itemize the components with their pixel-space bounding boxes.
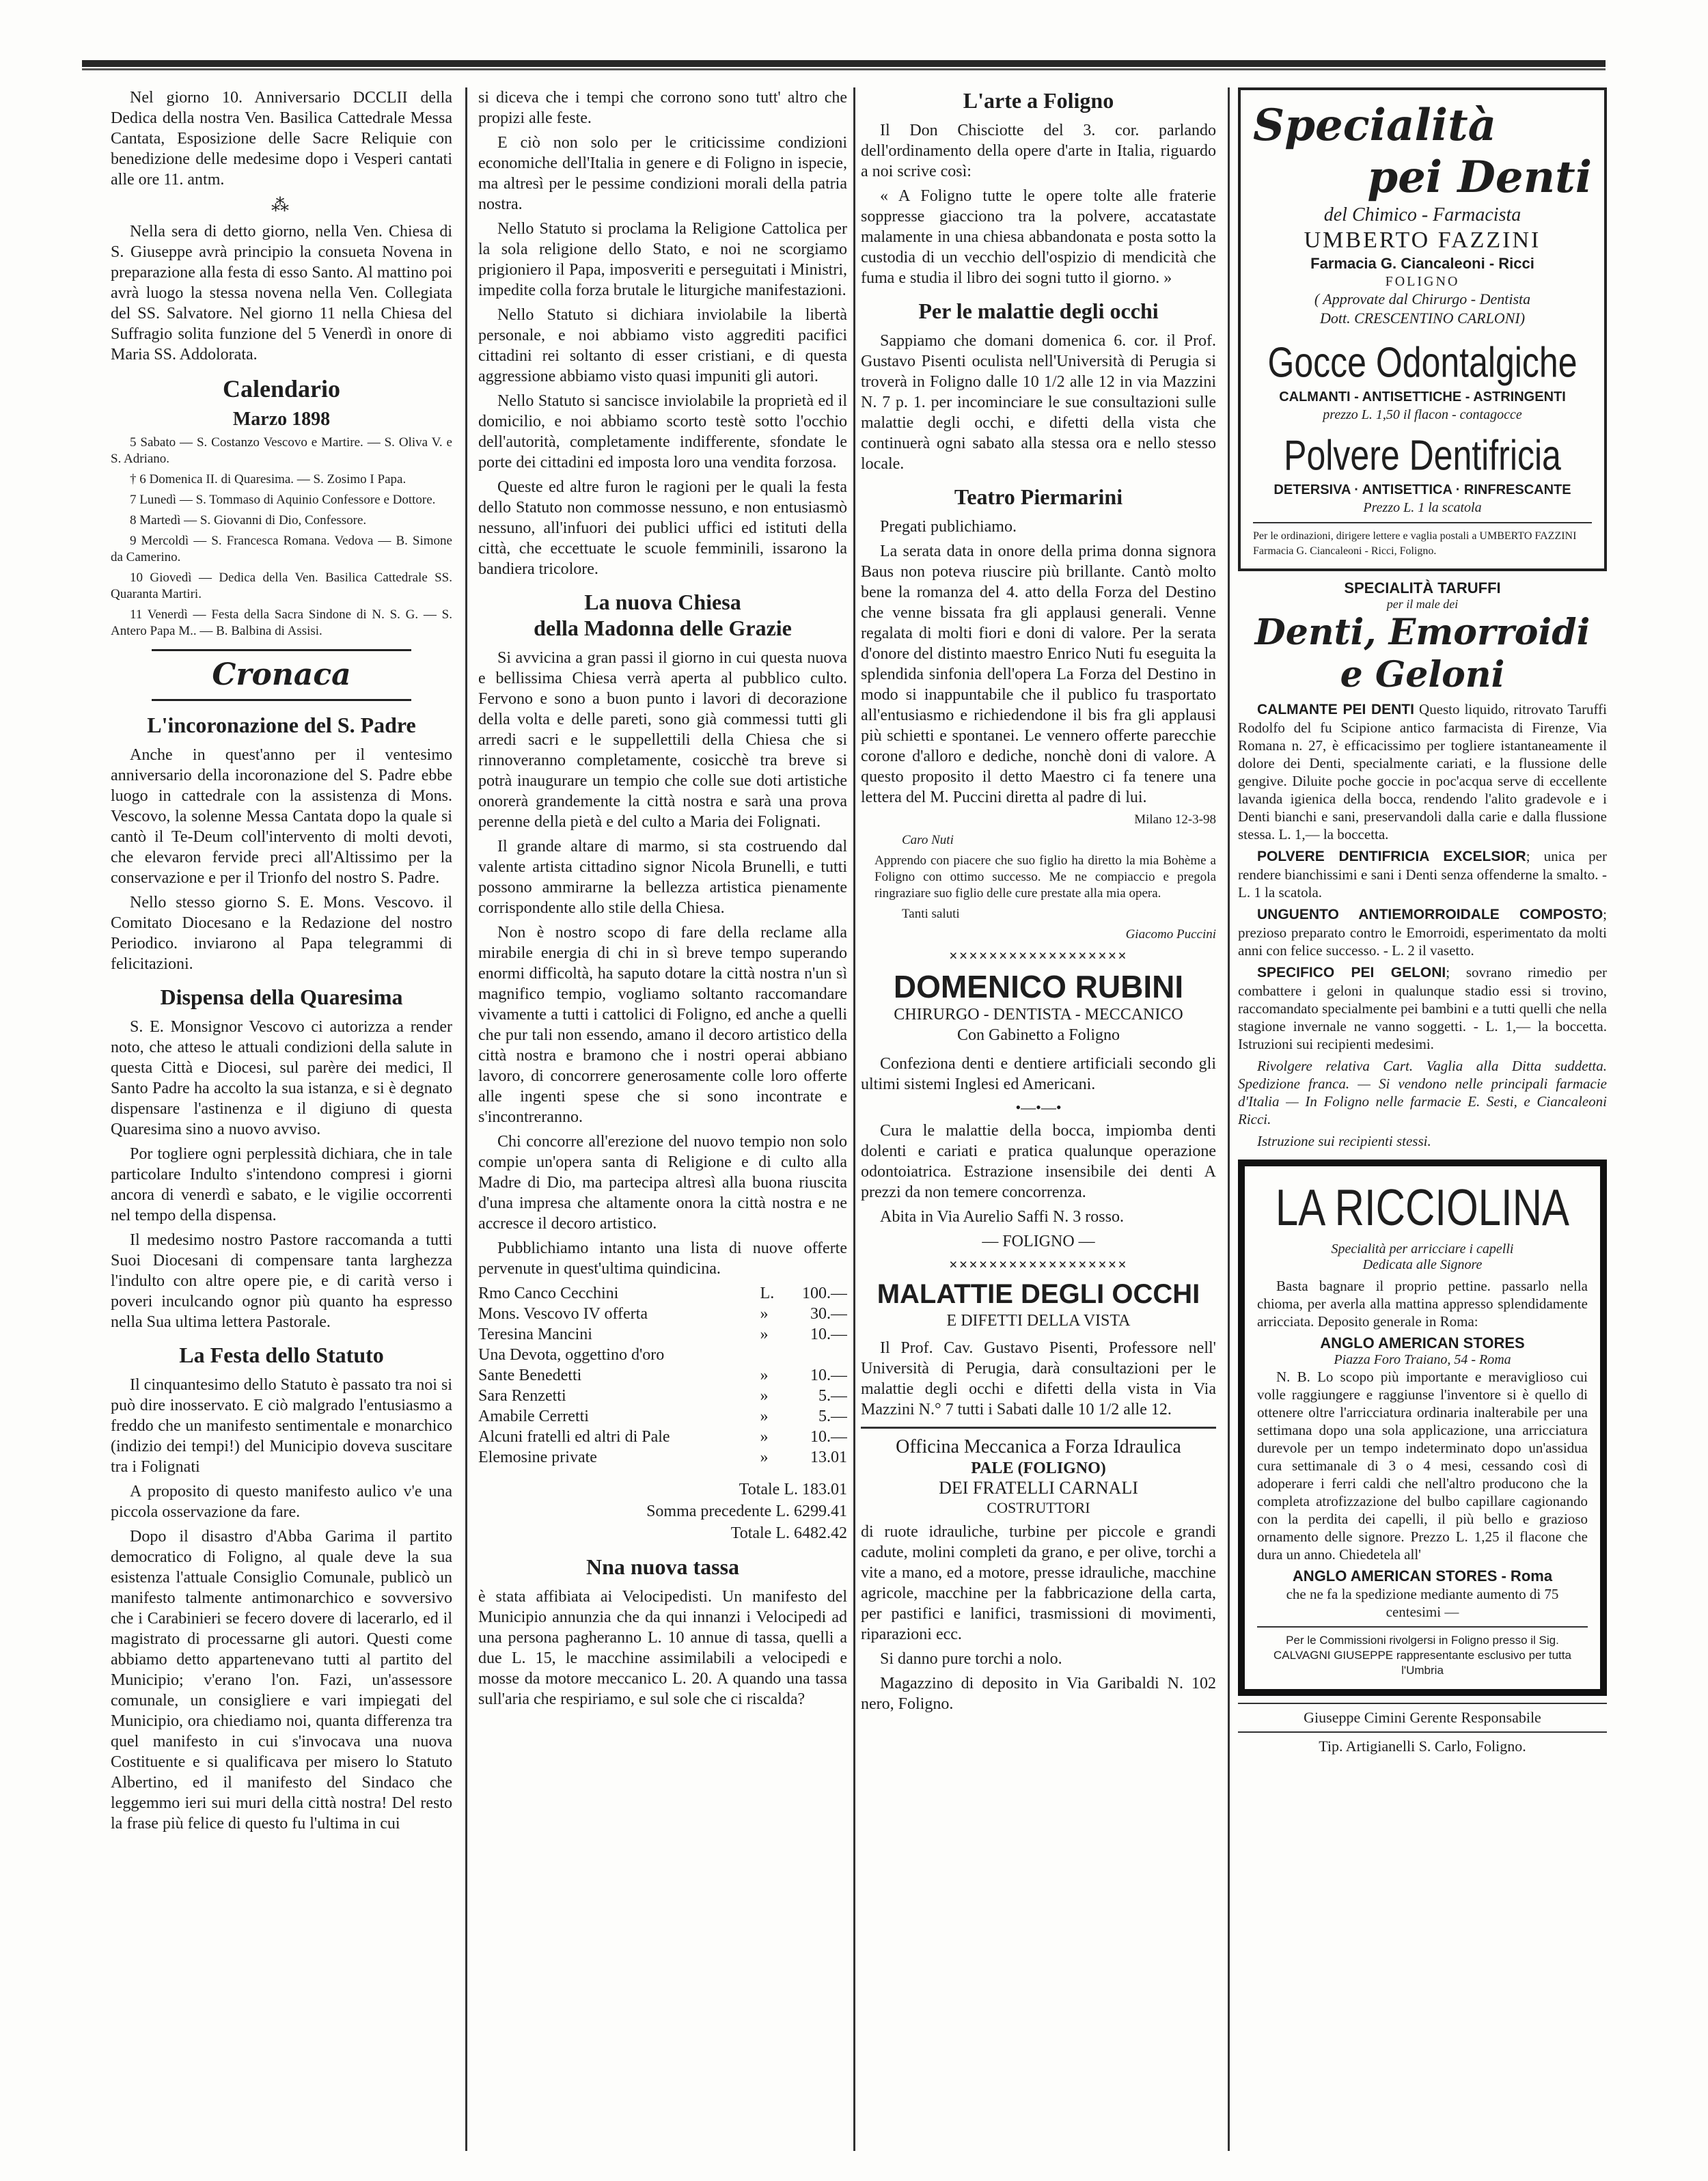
rubini-subtitle-2: Con Gabinetto a Foligno bbox=[957, 1026, 1120, 1044]
paragraph: N. B. Lo scopo più importante e meraviglioso cui volle raggiungere e raggiunse l'inventore si è quello di ottenere oltre l'arricciatura ordinaria inalterabile per una settimana dopo una sola applicazione, una arricciatura durevole per un tempo indeterminato dopo un'assidua cura settimanale di 3 o 4 mesi, cessando così di adoperare i ferri caldi che nell'altro producono che la completa atrofizzazione del bulbo capillare cagionando con la perdita dei capelli, il più bello e grazioso ornamento delle signore. Prezzo L. 1,25 il flacone che dura un anno. Chiedetela all' bbox=[1257, 1369, 1588, 1563]
offer-name: Amabile Cerretti bbox=[478, 1408, 589, 1425]
paragraph: Nello Statuto si dichiara inviolabile la libertà personale, e noi abbiamo visto aggrediti pacifici cittadini rei soltanto di esser cristiani, e di questa aggressione abbiamo visto quasi impuniti gli autori. bbox=[478, 306, 847, 385]
store-name: ANGLO AMERICAN STORES bbox=[1320, 1334, 1525, 1352]
paragraph bbox=[1238, 963, 1607, 1053]
rubini-subtitle: CHIRURGO - DENTISTA - MECCANICO bbox=[894, 1006, 1183, 1024]
top-rule-thin bbox=[82, 68, 1606, 70]
paragraph: Si avvicina a gran passi il giorno in cui questa nuova e bellissima Chiesa verrà aperta al pubblico culto. Fervono e sono a buon punto i lavori di decorazione della volta e delle pareti, sono già commessi tutti gli arredi sacri e le suppellettili della Chiesa che si rinnoveranno completamente, cosicchè tra breve si potrà inaugurare un tempio che colle sue doti artistiche onorerà grandemente la città nostra e sarà una prova perenne della pietà e del culto a Maria dei Folignati. bbox=[478, 649, 847, 831]
paragraph: Non è nostro scopo di fare della reclame alla mirabile energia di chi in sì breve tempo superando enormi difficoltà, ha saputo dotare la città nostra n'un sì magnifico tempio, vogliamo soltanto raccomandare vivamente a tutti i cattolici di Foligno, ed anche a quelli che pur tali non essendo, amano il decoro artistico della città nostra e bramono che i nostri operai abbiano lavoro, di concorrere generosamente colle loro offerte alle ingenti spese che si sono incontrate e s'incontreranno. bbox=[478, 924, 847, 1126]
paragraph: Nello stesso giorno S. E. Mons. Vescovo. il Comitato Diocesano e la Redazione del nostro Periodico. inviarono al Papa telegrammi di felicitazioni. bbox=[111, 894, 452, 973]
table-row bbox=[478, 1365, 847, 1386]
printer: Tip. Artigianelli S. Carlo, Foligno. bbox=[1319, 1738, 1526, 1755]
offer-name: Alcuni fratelli ed altri di Pale bbox=[478, 1428, 670, 1446]
product-name: SPECIFICO PEI GELONI bbox=[1257, 965, 1446, 980]
product-tagline: CALMANTI - ANTISETTICHE - ASTRINGENTI bbox=[1279, 389, 1566, 404]
paragraph bbox=[1238, 700, 1607, 843]
offer-amount: 5.— bbox=[818, 1387, 847, 1405]
offer-amount: 100.— bbox=[802, 1285, 847, 1302]
article-title: Dispensa della Quaresima bbox=[160, 985, 403, 1009]
offer-currency: » bbox=[760, 1428, 769, 1446]
column-rule bbox=[465, 87, 467, 2151]
product-title: Gocce Odontalgiche bbox=[1267, 338, 1578, 386]
offer-currency: » bbox=[760, 1408, 769, 1425]
approval-line: Dott. CRESCENTINO CARLONI) bbox=[1319, 310, 1526, 327]
calendar-entry: 10 Giovedì — Dedica della Ven. Basilica Cattedrale SS. Quaranta Martiri. bbox=[111, 571, 452, 601]
product-name: CALMANTE PEI DENTI bbox=[1257, 702, 1414, 717]
calendar-title: Calendario bbox=[222, 375, 340, 402]
paragraph: Sappiamo che domani domenica 6. cor. il Prof. Gustavo Pisenti oculista nell'Università di Perugia si troverà in Foligno dalle 10 1/2 alle 12 in via Mazzini N. 7 p. 1. per incominciare le sue consultazioni sulle malattie degli occhi, e difetti della vista che continuerà ogni sabato alla stessa ora e nello stesso locale. bbox=[861, 332, 1216, 473]
paragraph: Pregati publichiamo. bbox=[880, 518, 1017, 536]
calendar-entry: 7 Lunedì — S. Tommaso di Aquinio Confessore e Dottore. bbox=[130, 493, 436, 507]
offer-currency: » bbox=[760, 1326, 769, 1343]
officina-title: Officina Meccanica a Forza Idraulica bbox=[896, 1436, 1181, 1457]
approval-line: ( Approvate dal Chirurgo - Dentista bbox=[1314, 290, 1531, 307]
offer-name: Una Devota, oggettino d'oro bbox=[478, 1346, 665, 1364]
rubini-city: — FOLIGNO — bbox=[982, 1233, 1095, 1250]
offer-name: Rmo Canco Cecchini bbox=[478, 1285, 619, 1302]
paragraph: « A Foligno tutte le opere tolte alle fraterie soppresse giacciono tra la polvere, accatastate malamente in una chiesa abbandonata e posta sotto la custodia di un vecchio dell'ospizio di mendicità che fuma e studia il libro dei sogni tutto il giorno. » bbox=[861, 187, 1216, 287]
ricciolina-subtitle: Specialità per arricciare i capelli bbox=[1331, 1242, 1514, 1257]
paragraph: Queste ed altre furon le ragioni per le quali la festa dello Statuto non commosse nessuno, e non entusiasmò nessuno, all'infuori dei publici uffici ed istituti della città, che eccettuate le scuole femminili, issarono la bandiera tricolore. bbox=[478, 478, 847, 578]
article-title: Per le malattie degli occhi bbox=[918, 299, 1159, 323]
calendar-entry: 11 Venerdì — Festa della Sacra Sindone di N. S. G. — S. Antero Papa M.. — B. Balbina di Assisi. bbox=[111, 607, 452, 638]
product-tagline: DETERSIVA · ANTISETTICA · RINFRESCANTE bbox=[1273, 482, 1571, 497]
calendar-entry: 9 Mercoldì — S. Francesca Romana. Vedova — B. Simone da Camerino. bbox=[111, 534, 452, 564]
table-row bbox=[478, 1447, 847, 1468]
offer-amount bbox=[781, 1345, 847, 1365]
ad-line: del Chimico - Farmacista bbox=[1323, 204, 1521, 225]
product-desc: ; sovrano rimedio per combattere i geloni in qualunque stadio essi si trovino, raccomandato specialmente pei bambini e a tutti quelli che nella stagione invernale ne vanno soggetti. - L. 1,— la boccetta. Istruzioni sui recipienti medesimi. bbox=[1238, 964, 1607, 1052]
letter-date: Milano 12-3-98 bbox=[1134, 812, 1216, 827]
paragraph: Nella sera di detto giorno, nella Ven. Chiesa di S. Giuseppe avrà principio la consueta Novena in preparazione alla festa di esso Santo. Al mattino poi avrà luogo la stessa novena nella Ven. Collegiata del SS. Salvatore. Nel giorno 11 nella Chiesa del Suffragio solita funzione del 5 Venerdì in onore di Maria SS. Addolorata. bbox=[111, 223, 452, 364]
offer-amount: 10.— bbox=[810, 1367, 847, 1384]
article-title: L'incoronazione del S. Padre bbox=[147, 713, 416, 737]
paragraph: Magazzino di deposito in Via Garibaldi N. 102 nero, Foligno. bbox=[861, 1675, 1216, 1713]
rubini-title: DOMENICO RUBINI bbox=[893, 969, 1184, 1004]
product-name: POLVERE DENTIFRICIA EXCELSIOR bbox=[1257, 849, 1526, 864]
pharmacy-name: Farmacia G. Ciancaleoni - Ricci bbox=[1310, 255, 1534, 272]
commissions: Per le Commissioni rivolgersi in Foligno presso il Sig. CALVAGNI GIUSEPPE rappresentante esclusivo per tutta l'Umbria bbox=[1273, 1634, 1571, 1677]
paragraph: La serata data in onore della prima donna signora Baus non poteva riuscire più brillante. Cantò molto bene la romanza del 4. atto della Forza del Destino che venne bissata fra gli applausi generali. Venne regalata di molti fiori e doni di valore. Per la serata d'onore del distinto maestro Enrico Nuti fu eseguita la splendida sinfonia dell'opera La Forza del Destino in modo si inappuntabile che il publico fu trasportato all'entusiasmo e richiedendone il bis fra gli applausi più schietti e spontanei. Le vennero offerte parecchie corone d'alloro e dediche, nonchè doni di valore. A questo proposito il detto Maestro ci fa tenere una lettera del M. Puccini diretta al padre di lui. bbox=[861, 543, 1216, 806]
calendar-entry: † 6 Domenica II. di Quaresima. — S. Zosimo I Papa. bbox=[130, 472, 407, 486]
paragraph: Il cinquantesimo dello Statuto è passato tra noi si può dire inosservato. E ciò malgrado l'entusiasmo a freddo che un manifesto sentimentale e monarchico (indizio dei tempi!) del Municipio doveva suscitare tra i Folignati bbox=[111, 1376, 452, 1476]
officina-place: PALE (FOLIGNO) bbox=[971, 1459, 1106, 1477]
table-row bbox=[478, 1406, 847, 1427]
paragraph: Rivolgere relativa Cart. Vaglia alla Ditta suddetta. Spedizione franca. — Si vendono nelle principali farmacie d'Italia — In Foligno nelle farmacie E. Sesti, e Ciancaleoni Ricci. bbox=[1238, 1058, 1607, 1127]
offer-amount: 13.01 bbox=[810, 1449, 847, 1466]
offer-currency bbox=[760, 1345, 781, 1365]
product-title: Polvere Dentifricia bbox=[1284, 431, 1561, 479]
article-title: La nuova Chiesa bbox=[584, 590, 741, 614]
calendar-entry: 8 Martedì — S. Giovanni di Dio, Confessore. bbox=[130, 513, 367, 527]
paragraph: è stata affibiata ai Velocipedisti. Un manifesto del Municipio annunzia che da qui innanzi i Velocipedi ad una persona pagheranno L. 10 annue di tassa, quelli a due L. 15, le macchine assimilabili a velocipedi e mosse da motore meccanico L. 20. A quando una tassa sull'aria che respiriamo, e sul sole che ci riscalda? bbox=[478, 1588, 847, 1708]
ad-heading: pei Denti bbox=[1367, 152, 1592, 203]
offer-name: Mons. Vescovo IV offerta bbox=[478, 1305, 648, 1323]
ornament: ⁂ bbox=[271, 195, 292, 215]
article-title: L'arte a Foligno bbox=[963, 88, 1114, 113]
product-name: UNGUENTO ANTIEMORROIDALE COMPOSTO bbox=[1257, 907, 1603, 922]
paragraph: Chi concorre all'erezione del nuovo tempio non solo compie un'opera santa di Religione e di culto alla Madre di Dio, ma partecipa altresì alla buona riuscita d'una impresa che altamente onora la città nostra e ne accresce il decoro artistico. bbox=[478, 1133, 847, 1233]
store-address: Piazza Foro Traiano, 54 - Roma bbox=[1334, 1352, 1511, 1367]
offer-currency: » bbox=[760, 1449, 769, 1466]
offer-currency: L. bbox=[760, 1285, 775, 1302]
eye-ad-subtitle: E DIFETTI DELLA VISTA bbox=[946, 1312, 1131, 1330]
product-price: prezzo L. 1,50 il flacon - contagocce bbox=[1323, 407, 1522, 422]
offer-currency: » bbox=[760, 1305, 769, 1323]
column-2 bbox=[478, 87, 847, 1714]
offer-name: Sara Renzetti bbox=[478, 1387, 566, 1405]
paragraph: Anche in quest'anno per il ventesimo anniversario della incoronazione del S. Padre ebbe luogo in cattedrale con la assistenza di Mons. Vescovo, la solenne Messa Cantata dopo la quale si cantò il Te-Deum coll'intervento di molti devoti, che elevaron fervide preci all'Altissimo per la conservazione e per il Trionfo del nostro S. Padre. bbox=[111, 746, 452, 887]
calendar-entry: 5 Sabato — S. Costanzo Vescovo e Martire. — S. Oliva V. e S. Adriano. bbox=[111, 435, 452, 466]
top-rule bbox=[82, 60, 1606, 67]
paragraph: E ciò non solo per le criticissime condizioni economiche dell'Italia in genere e di Foligno in ispecie, ma altresì per le pessime condizioni morali della patria nostra. bbox=[478, 134, 847, 213]
paragraph: Dopo il disastro d'Abba Garima il partito democratico di Foligno, al quale deve la sua esistenza l'attuale Consiglio Comunale, publicò un manifesto talmente antimonarchico e sovversivo che i Carabinieri se fecero dovere di lacerarlo, ed il magistrato di processarne gli autori. Questi come abbiamo detto appartenevano tutti al partito del Municipio; v'erano l'on. Fazi, un'assessore comunale, un consigliere e vari impiegati del Municipio, ora chiediamo noi, quanta differenza tra quel manifesto in cui s'invocava una nuova Costituente e si qualificava per misero lo Statuto Albertino, ed il manifesto del Sindaco che leggemmo ieri sui muri della città nostra! Del resto la frase più felice di questo fu l'ultima in cui bbox=[111, 1528, 452, 1833]
calendar-month: Marzo 1898 bbox=[232, 409, 331, 430]
paragraph: Si danno pure torchi a nolo. bbox=[880, 1650, 1062, 1668]
taruffi-title: SPECIALITÀ TARUFFI bbox=[1344, 579, 1501, 596]
paragraph: Il grande altare di marmo, si sta costruendo dal valente artista cittadino signor Nicola Brunelli, e tutti possono ammirarne la bellezza artistica pienamente corrispondente allo stile della Chiesa. bbox=[478, 838, 847, 917]
store-name: ANGLO AMERICAN STORES - Roma bbox=[1292, 1567, 1553, 1585]
column-rule bbox=[853, 87, 855, 2151]
eye-ad-title: MALATTIE DEGLI OCCHI bbox=[877, 1279, 1200, 1309]
paragraph: Nello Statuto si sancisce inviolabile la proprietà ed il domicilio, e noi abbiamo scorto testè sotto l'occhio dell'autorità, completamente indifferente, sfondate le porte dei cittadini ed imposta loro una vendita forzosa. bbox=[478, 392, 847, 471]
offer-currency: » bbox=[760, 1367, 769, 1384]
paragraph: di ruote idrauliche, turbine per piccole e grandi cadute, molini completi da grano, e per olive, torchi a vite a mano, ed a motore, presse idrauliche, macchine agricole, macchine per la fabbricazione della carta, per pastifici e lanifici, trasmissioni di movimenti, riparazioni ecc. bbox=[861, 1523, 1216, 1643]
previous-sum: Somma precedente L. 6299.41 bbox=[646, 1503, 847, 1520]
paragraph: Nello Statuto si proclama la Religione Cattolica per la sola religione dello Stato, e noi ne scorgiamo prigioniero il Papa, imposveriti e perseguitati i Ministri, impedite colla forza brutale le liturgiche manifestazioni. bbox=[478, 220, 847, 299]
offer-amount: 10.— bbox=[810, 1326, 847, 1343]
total: Totale L. 183.01 bbox=[739, 1481, 847, 1498]
gerente: Giuseppe Cimini Gerente Responsabile bbox=[1304, 1709, 1541, 1726]
table-row bbox=[478, 1386, 847, 1406]
paragraph: Il medesimo nostro Pastore raccomanda a tutti Suoi Diocesani di compensare tanta larghezza l'indulto con altre opere pie, e di carità verso i poveri inculcando ognor più quanto ha espresso nella Sua ultima lettera Pastorale. bbox=[111, 1231, 452, 1331]
paragraph: Por togliere ogni perplessità dichiara, che in tale particolare Indulto s'intendono compresi i giorni ancora di venerdì e sabato, e le vigilie occorrenti nel tempo della dispensa. bbox=[111, 1145, 452, 1224]
article-title: Nna nuova tassa bbox=[586, 1554, 740, 1579]
column-1 bbox=[111, 87, 452, 1838]
ornament: •—•—• bbox=[1015, 1099, 1062, 1116]
article-subtitle: della Madonna delle Grazie bbox=[534, 616, 792, 640]
officina-role: COSTRUTTORI bbox=[987, 1499, 1090, 1516]
offer-amount: 30.— bbox=[810, 1305, 847, 1323]
paragraph: Nel giorno 10. Anniversario DCCLII della Dedica della nostra Ven. Basilica Cattedrale Messa Cantata, Esposizione delle Sacre Reliquie con benedizione delle medesime dopo i Vesperi cantati alle ore 11. antm. bbox=[111, 89, 452, 189]
letter-salutation: Caro Nuti bbox=[902, 833, 954, 847]
paragraph: S. E. Monsignor Vescovo ci autorizza a render noto, che atteso le attuali condizioni della salute in questa Città e Diocesi, sul parère dei medici, Il Santo Padre ha accolto la sua istanza, e si è degnato dispensare l'astinenza e il digiuno di questa Quaresima sino a nuovo avviso. bbox=[111, 1018, 452, 1138]
offer-currency: » bbox=[760, 1387, 769, 1405]
paragraph: che ne fa la spedizione mediante aumento di 75 centesimi — bbox=[1286, 1586, 1559, 1620]
ricciolina-title: LA RICCIOLINA bbox=[1275, 1179, 1570, 1237]
separator: ×××××××××××××××××× bbox=[949, 947, 1128, 964]
paragraph bbox=[1238, 847, 1607, 901]
order-info: Per le ordinazioni, dirigere lettere e vaglia postali a UMBERTO FAZZINI Farmacia G. Ciancaleoni - Ricci, Foligno. bbox=[1253, 530, 1577, 557]
table-row bbox=[478, 1427, 847, 1447]
grand-total: Totale L. 6482.42 bbox=[730, 1524, 847, 1542]
pharmacy-city: FOLIGNO bbox=[1385, 274, 1460, 289]
offer-amount: 10.— bbox=[810, 1428, 847, 1446]
paragraph bbox=[1238, 905, 1607, 959]
offer-name: Teresina Mancini bbox=[478, 1326, 592, 1343]
ricciolina-ad bbox=[1238, 1160, 1607, 1696]
letter-signature: Giacomo Puccini bbox=[1125, 927, 1216, 942]
table-row bbox=[478, 1304, 847, 1324]
paragraph: Pubblichiamo intanto una lista di nuove offerte pervenute in quest'ultima quindicina. bbox=[478, 1239, 847, 1278]
article-title: Teatro Piermarini bbox=[954, 484, 1123, 509]
taruffi-heading: e Geloni bbox=[1340, 654, 1505, 696]
ad-heading: Specialità bbox=[1253, 100, 1497, 151]
taruffi-subtitle: per il male dei bbox=[1386, 597, 1459, 611]
letter-closing: Tanti saluti bbox=[902, 907, 960, 921]
paragraph: Cura le malattie della bocca, impiomba denti dolenti e cariati e pratica qualunque operazione odontoiatrica. Estrazione insensibile dei denti A prezzi da non temere concorrenza. bbox=[861, 1122, 1216, 1201]
table-row bbox=[478, 1283, 847, 1304]
column-4 bbox=[1238, 87, 1607, 1756]
column-rule bbox=[1228, 87, 1230, 2151]
table-row bbox=[478, 1345, 847, 1365]
officina-owners: DEI FRATELLI CARNALI bbox=[939, 1478, 1138, 1498]
pharmacist-name: UMBERTO FAZZINI bbox=[1304, 228, 1541, 253]
column-3 bbox=[861, 87, 1216, 1718]
product-desc: Questo liquido, ritrovato Taruffi Rodolfo del fu Scipione antico farmacista di Firenze, Via Romana n. 27, è efficacissimo per togliere istantaneamente il dolore dei Denti, specialmente cariati, e la flussione delle gengive. Diluite poche goccie in poc'acqua serve di eccellente lavanda igienica della bocca, rendendo l'alito gradevole e i Denti bianchi e sani, preservandoli dalla carie e dalla flussione stessa. L. 1,— la boccetta. bbox=[1238, 701, 1607, 842]
paragraph: Il Prof. Cav. Gustavo Pisenti, Professore nell' Università di Perugia, darà consultazioni per le malattie degli occhi e difetti della vista in Via Mazzini N.° 7 tutti i Sabati dalle 10 1/2 alle 12. bbox=[861, 1339, 1216, 1418]
offer-amount: 5.— bbox=[818, 1408, 847, 1425]
article-title: La Festa dello Statuto bbox=[179, 1343, 384, 1367]
paragraph: A proposito di questo manifesto aulico v'e una piccola osservazione da fare. bbox=[111, 1483, 452, 1521]
paragraph: Istruzione sui recipienti stessi. bbox=[1257, 1133, 1431, 1149]
taruffi-heading: Denti, Emorroidi bbox=[1254, 612, 1590, 653]
offer-name: Sante Benedetti bbox=[478, 1367, 582, 1384]
letter-body: Apprendo con piacere che suo figlio ha diretto la mia Bohème a Foligno con ottimo successo. Me ne compiaccio e pregola ringraziare suo figlio delle cure prestate alla mia opera. bbox=[874, 853, 1216, 901]
paragraph: Abita in Via Aurelio Saffi N. 3 rosso. bbox=[880, 1208, 1124, 1226]
offer-name: Elemosine private bbox=[478, 1449, 597, 1466]
product-desc: ; unica per rendere bianchissimi e sani i Denti senza offenderne la smalto. - L. 1 la scatola. bbox=[1238, 848, 1607, 901]
calendar-list bbox=[111, 435, 452, 640]
fazzini-ad bbox=[1238, 87, 1607, 571]
product-desc: ; prezioso preparato contro le Emorroidi, esperimentato da molti anni con felice successo. - L. 2 il vasetto. bbox=[1238, 906, 1607, 959]
paragraph: Il Don Chisciotte del 3. cor. parlando dell'ordinamento della opere d'arte in Italia, riguardo a noi scrive così: bbox=[861, 122, 1216, 180]
cronaca-heading: Cronaca bbox=[152, 649, 411, 701]
product-price: Prezzo L. 1 la scatola bbox=[1363, 500, 1482, 515]
offers-table bbox=[478, 1283, 847, 1468]
table-row bbox=[478, 1324, 847, 1345]
separator: ×××××××××××××××××× bbox=[949, 1256, 1128, 1273]
ricciolina-subtitle: Dedicata alle Signore bbox=[1362, 1257, 1483, 1272]
paragraph: si diceva che i tempi che corrono sono tutt' altro che propizi alle feste. bbox=[478, 89, 847, 127]
paragraph: Confeziona denti e dentiere artificiali secondo gli ultimi sistemi Inglesi ed Americani. bbox=[861, 1055, 1216, 1093]
paragraph: Basta bagnare il proprio pettine. passarlo nella chioma, per averla alla mattina appresso splendidamente arricciata. Deposito generale in Roma: bbox=[1257, 1278, 1588, 1330]
